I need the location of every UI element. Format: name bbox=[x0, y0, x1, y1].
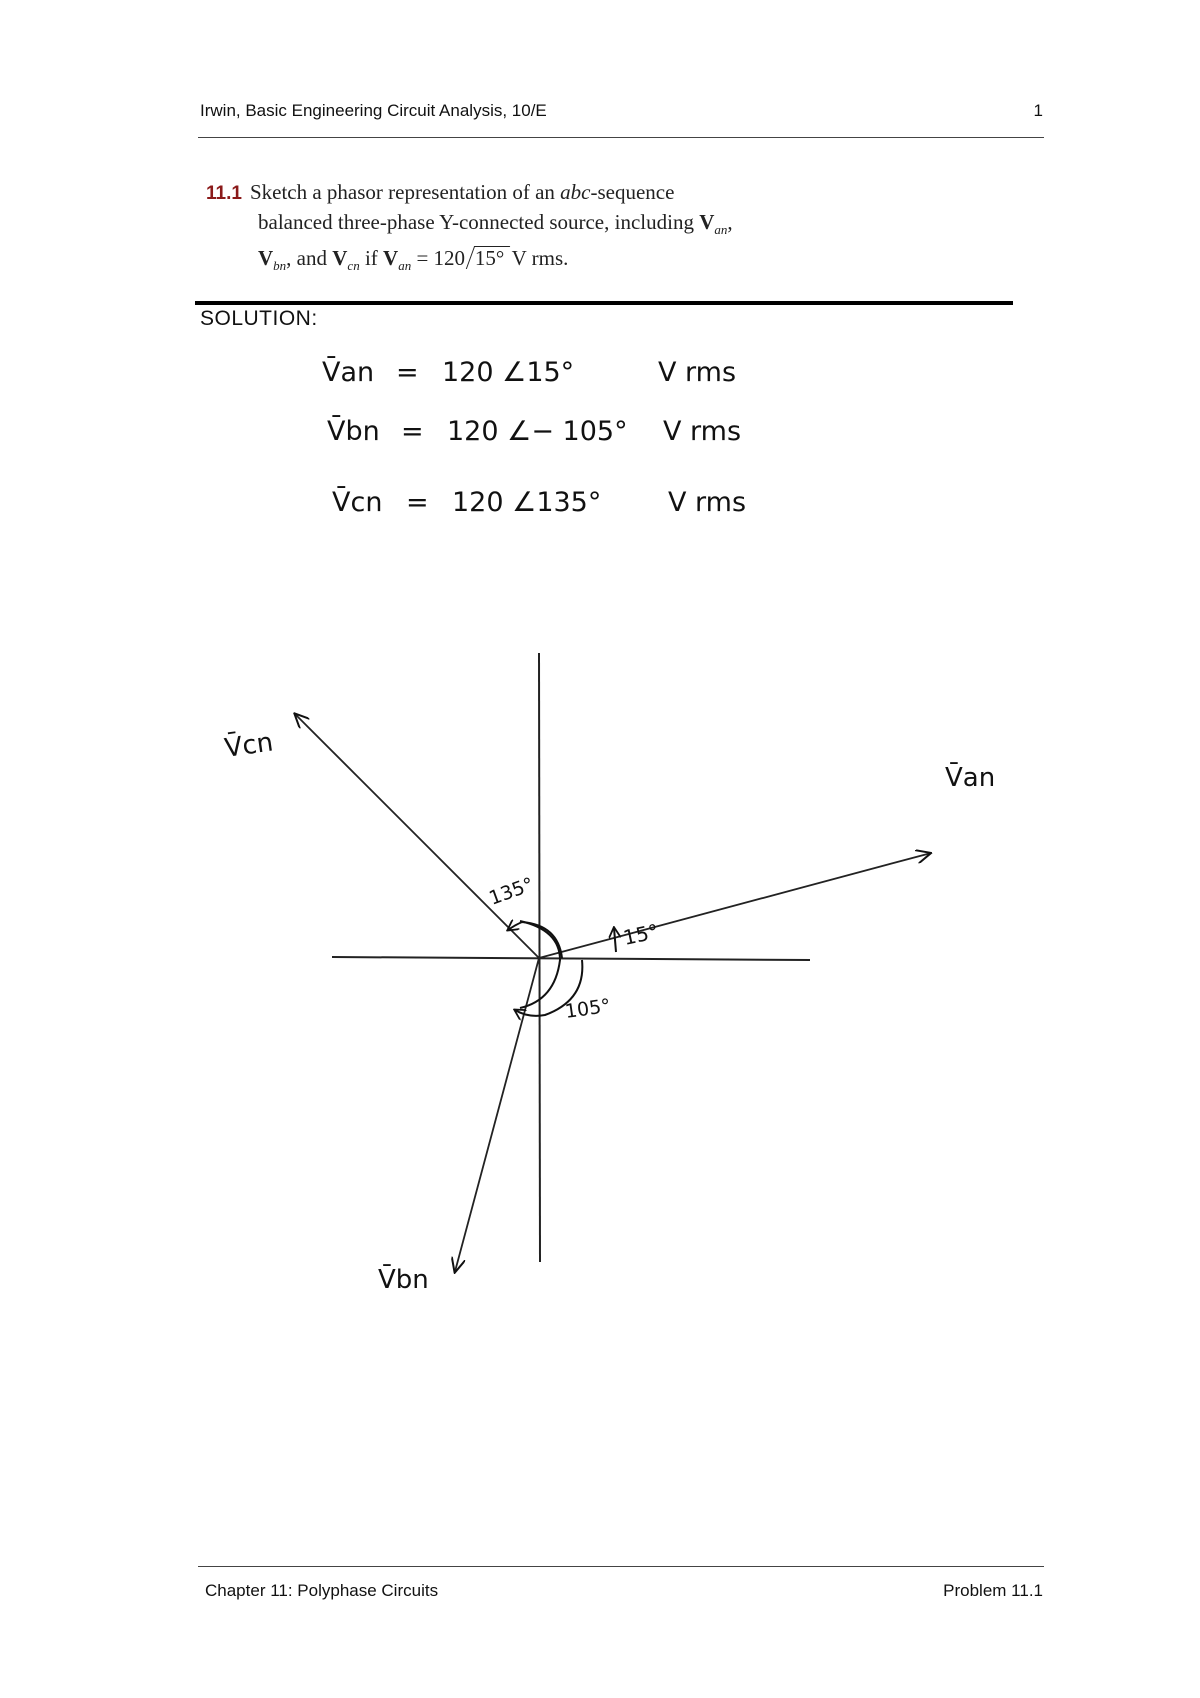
problem-text: -sequence bbox=[590, 180, 675, 204]
v-symbol: V bbox=[332, 246, 348, 271]
equation-rhs: 120 ∠15° bbox=[442, 357, 575, 388]
problem-number: 11.1 bbox=[206, 183, 242, 204]
phasor-vbn-arrow bbox=[455, 958, 539, 1272]
v-symbol: V bbox=[258, 246, 274, 271]
phasor-label-van: V̄an bbox=[945, 763, 996, 793]
equation-lhs: V̄bn bbox=[327, 416, 380, 447]
problem-text-italic: abc bbox=[560, 180, 591, 204]
v-symbol: V bbox=[699, 210, 715, 234]
equation-equals: = bbox=[406, 487, 429, 518]
equation-lhs: V̄an bbox=[322, 357, 375, 388]
angle-label-15: 15° bbox=[621, 919, 661, 950]
subscript: bn bbox=[273, 258, 287, 274]
equation-unit: V rms bbox=[668, 487, 747, 518]
phasor-label-vbn: V̄bn bbox=[378, 1265, 429, 1295]
angle-arrow-15 bbox=[614, 928, 616, 952]
equation-unit: V rms bbox=[663, 416, 742, 447]
problem-text: = 120 bbox=[411, 246, 471, 271]
phasor-vcn-arrow bbox=[295, 714, 539, 958]
footer-chapter: Chapter 11: Polyphase Circuits bbox=[205, 1581, 439, 1600]
problem-line-2: balanced three-phase Y-connected source, including $V_{an}$, bbox=[258, 210, 733, 238]
subscript: an bbox=[398, 258, 412, 274]
angle-value: 15° bbox=[475, 246, 505, 271]
equation-rhs: 120 ∠135° bbox=[452, 487, 602, 518]
phasor-van-arrow bbox=[539, 853, 930, 958]
problem-text: if bbox=[359, 246, 384, 271]
phasor-label-vcn: V̄cn bbox=[222, 727, 276, 764]
problem-text: V rms. bbox=[506, 246, 569, 271]
footer-problem: Problem 11.1 bbox=[943, 1581, 1043, 1600]
equation-unit: V rms bbox=[658, 357, 737, 388]
v-symbol: V bbox=[383, 246, 399, 271]
problem-text: , and bbox=[286, 246, 333, 271]
page-number: 1 bbox=[1033, 101, 1043, 120]
header-title: Irwin, Basic Engineering Circuit Analysis, 10/E bbox=[200, 101, 547, 120]
equation-equals: = bbox=[401, 416, 424, 447]
horizontal-axis bbox=[332, 957, 810, 960]
solution-label: SOLUTION: bbox=[200, 307, 318, 330]
equation-equals: = bbox=[396, 357, 419, 388]
angle-label-135: 135° bbox=[486, 873, 537, 910]
subscript: an bbox=[714, 222, 728, 238]
problem-text: Sketch a phasor representation of an bbox=[249, 180, 561, 204]
footer-divider bbox=[198, 1566, 1044, 1567]
subscript: cn bbox=[347, 258, 360, 274]
problem-text: balanced three-phase Y-connected source, including bbox=[258, 210, 700, 234]
equation-lhs: V̄cn bbox=[332, 487, 383, 518]
equation-rhs: 120 ∠− 105° bbox=[447, 416, 628, 447]
angle-label-105: 105° bbox=[563, 994, 613, 1023]
